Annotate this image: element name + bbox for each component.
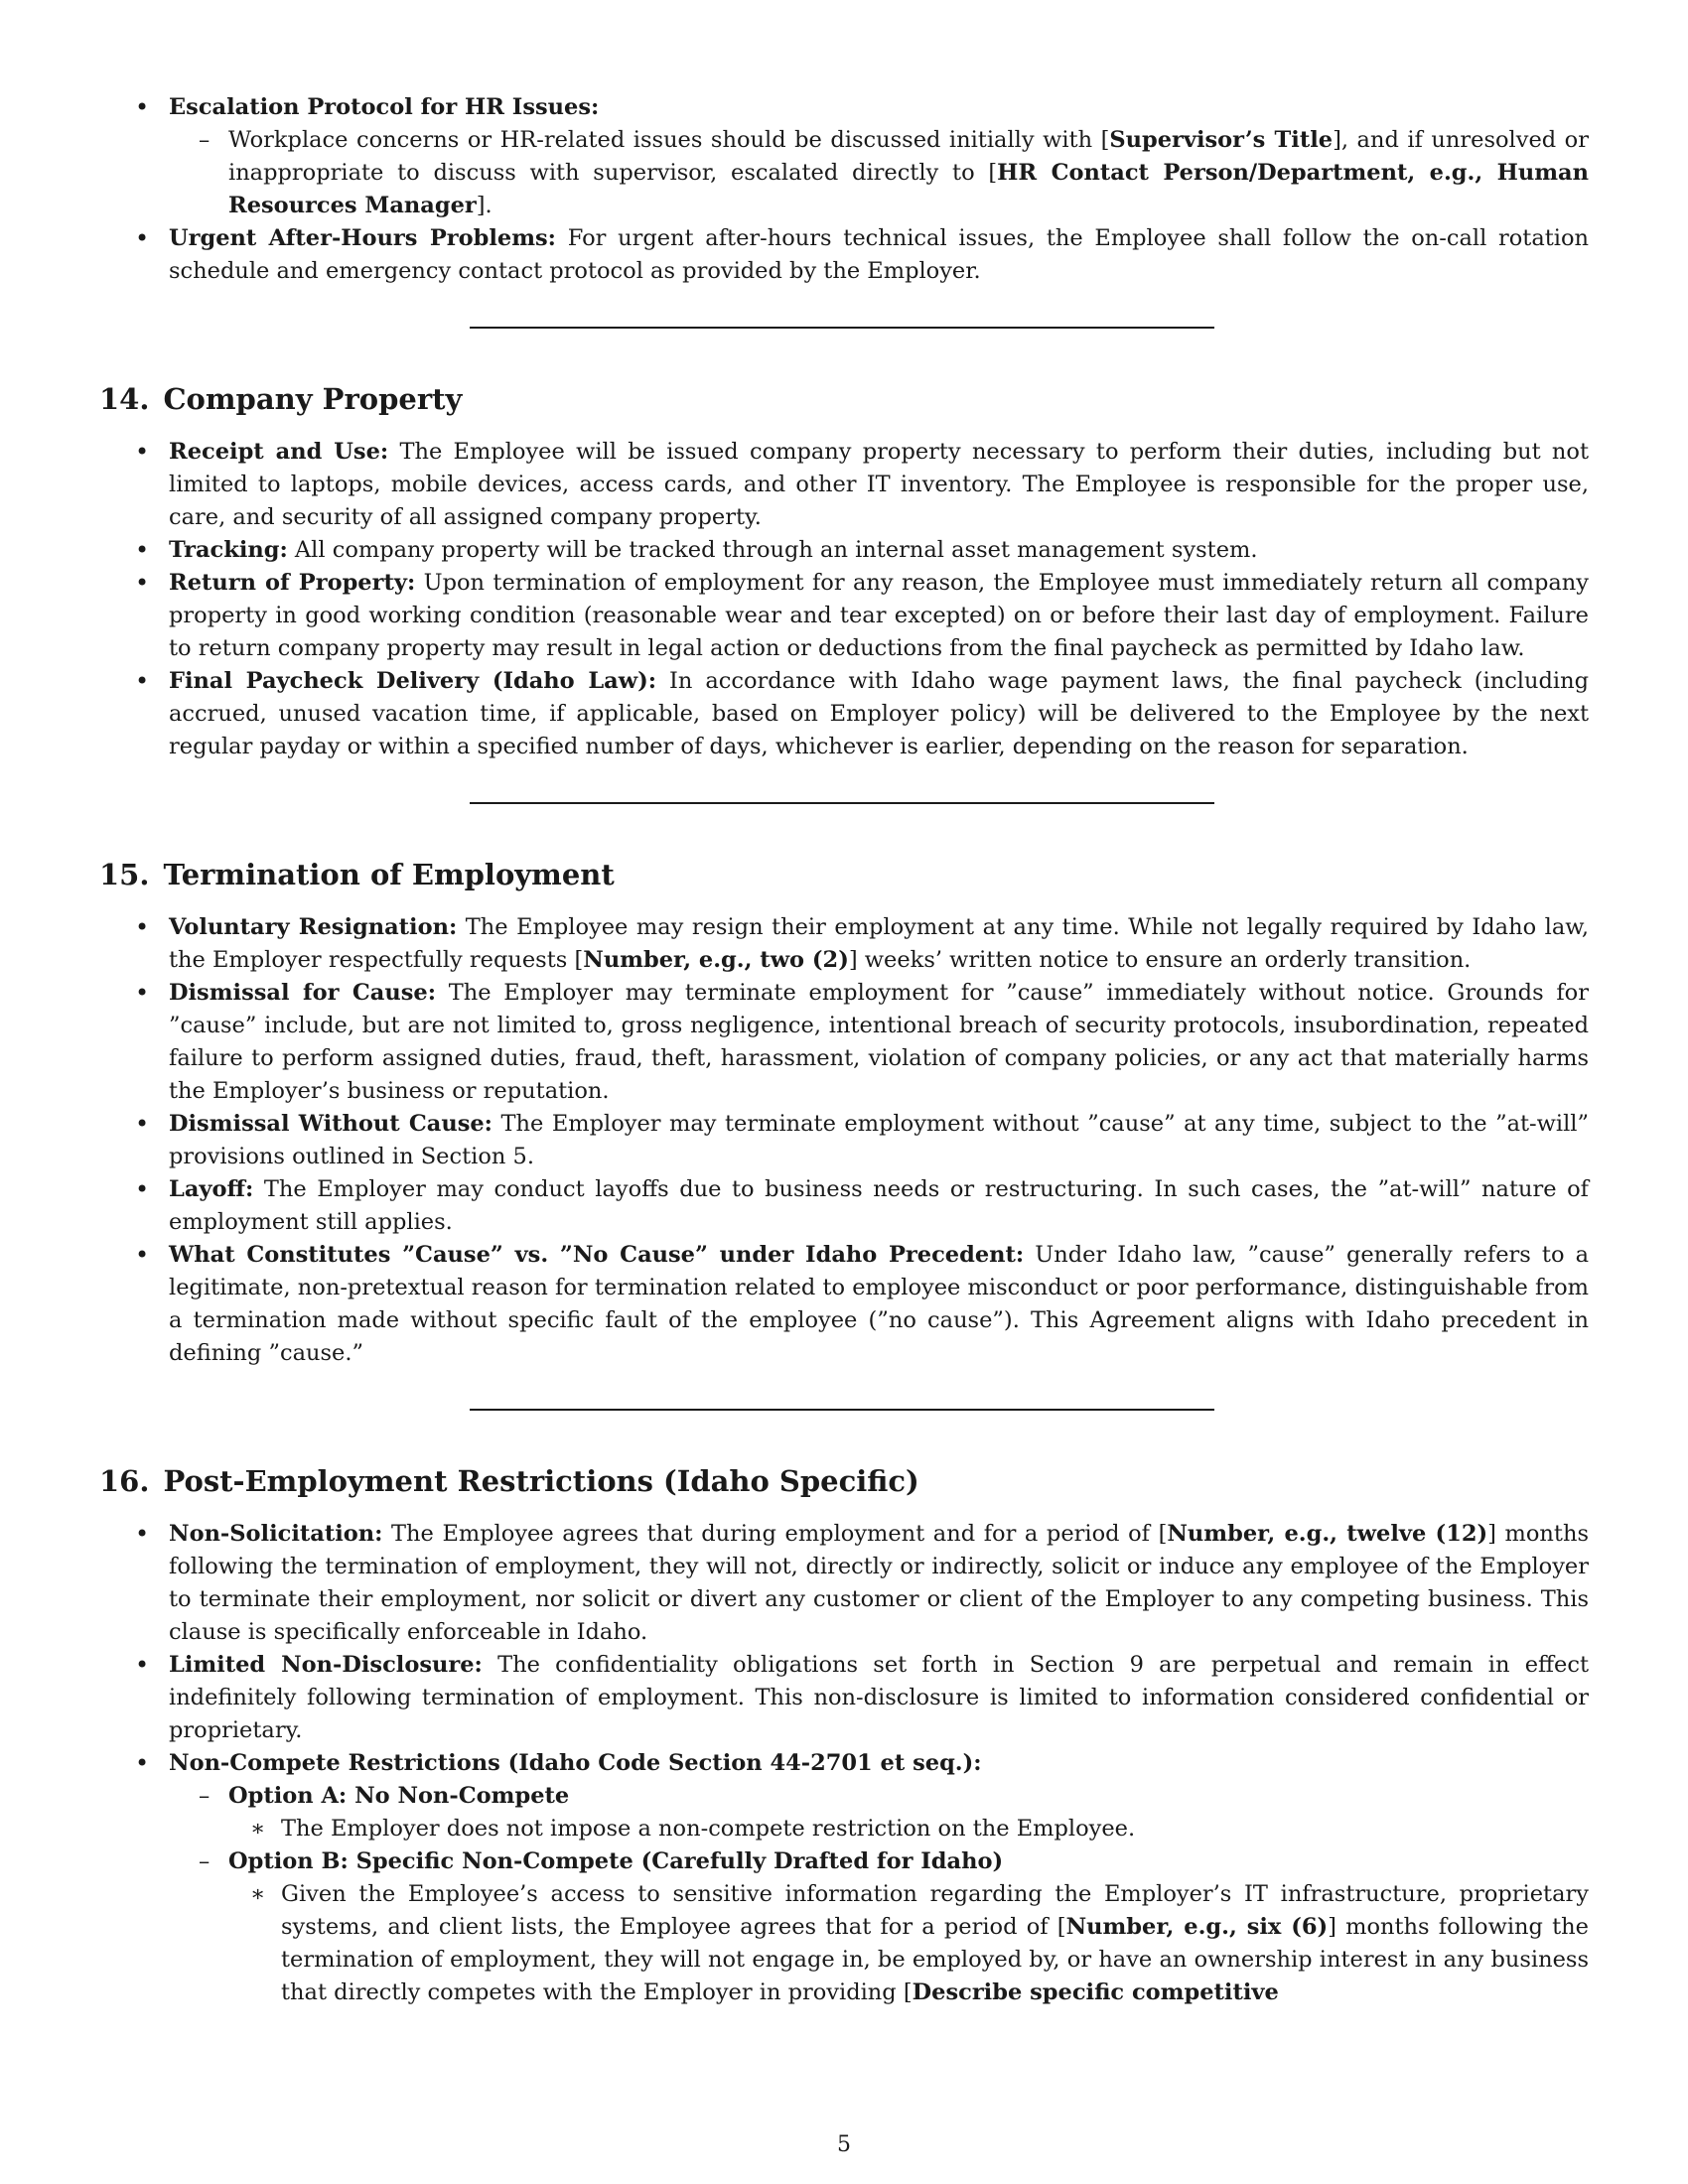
list-item: • Limited Non-Disclosure: The confidentiality obligations set forth in Section 9 are perpetual and remain in effect indefinitely following termination of employment. This non-disclosure is limited to information considered confidential or proprietary. — [99, 1649, 1589, 1747]
page-number: 5 — [837, 2132, 851, 2157]
list-item: • Tracking: All company property will be tracked through an internal asset management system. — [99, 534, 1589, 567]
list-item: • Dismissal for Cause: The Employer may terminate employment for ”cause” immediately without notice. Grounds for ”cause” include, but are not limited to, gross negligence, intentional breach of security protocols, insubordination, repeated failure to perform assigned duties, fraud, theft, harassment, violation of company policies, or any act that materially harms the Employer’s business or reputation. — [99, 977, 1589, 1108]
list-item: • What Constitutes ”Cause” vs. ”No Cause” under Idaho Precedent: Under Idaho law, ”cause” generally refers to a legitimate, non-pretextual reason for termination related to employee misconduct or poor performance, distinguishable from a termination made without specific fault of the employee (”no cause”). This Agreement aligns with Idaho precedent in defining ”cause.” — [99, 1239, 1589, 1370]
list-item: • Return of Property: Upon termination of employment for any reason, the Employee must immediately return all company property in good working condition (reasonable wear and tear excepted) on or before their last day of employment. Failure to return company property may result in legal action or deductions from the final paycheck as permitted by Idaho law. — [99, 567, 1589, 665]
document-page — [99, 91, 1589, 2009]
list-item: • Voluntary Resignation: The Employee may resign their employment at any time. While not legally required by Idaho law, the Employer respectfully requests [Number, e.g., two (2)] weeks’ written notice to ensure an orderly transition. — [99, 911, 1589, 977]
list-item: • Urgent After-Hours Problems: For urgent after-hours technical issues, the Employee shall follow the on-call rotation schedule and emergency contact protocol as provided by the Employer. — [99, 222, 1589, 288]
section-heading: 16. Post-Employment Restrictions (Idaho Specific) — [99, 1464, 919, 1498]
item-title: Urgent After-Hours Problems: — [169, 225, 556, 251]
list-item: • Dismissal Without Cause: The Employer may terminate employment without ”cause” at any time, subject to the ”at-will” provisions outlined in Section 5. — [99, 1108, 1589, 1173]
list-item — [99, 91, 1589, 222]
list-item: • Final Paycheck Delivery (Idaho Law): In accordance with Idaho wage payment laws, the final paycheck (including accrued, unused vacation time, if applicable, based on Employer policy) will be delivered to the Employee by the next regular payday or within a specified number of days, whichever is earlier, depending on the reason for separation. — [99, 665, 1589, 763]
section-13-list — [99, 91, 1589, 288]
sub-list-item: – Option B: Specific Non-Compete (Carefully Drafted for Idaho) ∗ Given the Employee’s access to sensitive information regarding the Employer’s IT infrastructure, proprietary systems, and client lists, the Employee agrees that for a period of [Number, e.g., six (6)] months following the termination of employment, they will not engage in, be employed by, or have an ownership interest in any business that directly competes with the Employer in providing [Describe specific competitive — [169, 1845, 1589, 2009]
item-title: Escalation Protocol for HR Issues: — [169, 94, 600, 120]
sub-list-item: – Option A: No Non-Compete ∗ The Employer does not impose a non-compete restriction on the Employee. — [169, 1780, 1589, 1845]
section-heading: 14. Company Property — [99, 382, 463, 416]
list-item: • Receipt and Use: The Employee will be issued company property necessary to perform their duties, including but not limited to laptops, mobile devices, access cards, and other IT inventory. The Employee is responsible for the proper use, care, and security of all assigned company property. — [99, 436, 1589, 534]
section-15-list — [99, 911, 1589, 1370]
list-item: • Layoff: The Employer may conduct layoffs due to business needs or restructuring. In such cases, the ”at-will” nature of employment still applies. — [99, 1173, 1589, 1239]
sub-sub-list-item: ∗ The Employer does not impose a non-compete restriction on the Employee. — [228, 1813, 1589, 1845]
sub-sub-list-item: ∗ Given the Employee’s access to sensitive information regarding the Employer’s IT infrastructure, proprietary systems, and client lists, the Employee agrees that for a period of [Number, e.g., six (6)] months following the termination of employment, they will not engage in, be employed by, or have an ownership interest in any business that directly competes with the Employer in providing [Describe specific competitive — [228, 1878, 1589, 2009]
list-item: • Non-Solicitation: The Employee agrees that during employment and for a period of [Number, e.g., twelve (12)] months following the termination of employment, they will not, directly or indirectly, solicit or induce any employee of the Employer to terminate their employment, nor solicit or divert any customer or client of the Employer to any competing business. This clause is specifically enforceable in Idaho. — [99, 1518, 1589, 1649]
section-heading: 15. Termination of Employment — [99, 858, 615, 891]
sub-list-item: – Workplace concerns or HR-related issues should be discussed initially with [Supervisor’s Title], and if unresolved or inappropriate to discuss with supervisor, escalated directly to [HR Contact Person/Department, e.g., Human Resources Manager]. — [169, 124, 1589, 222]
section-14-list — [99, 436, 1589, 763]
section-16-list — [99, 1518, 1589, 2009]
list-item: • Non-Compete Restrictions (Idaho Code Section 44-2701 et seq.): – Option A: No Non-Compete ∗ The Employer does not impose a non-compete restriction on the Employee. – Option B: Specific Non-Compete (Carefully Drafted for Idaho) ∗ Given the Employee’s access to sensitive information regarding the Employer’s IT infrastructure, proprietary systems, and client lists, the Employee agrees that for a period of [Number, e.g., six (6)] months following the termination of employment, they will not engage in, be employed by, or have an ownership interest in any business that directly competes with the Employer in providing [Describe specific competitive — [99, 1747, 1589, 2009]
